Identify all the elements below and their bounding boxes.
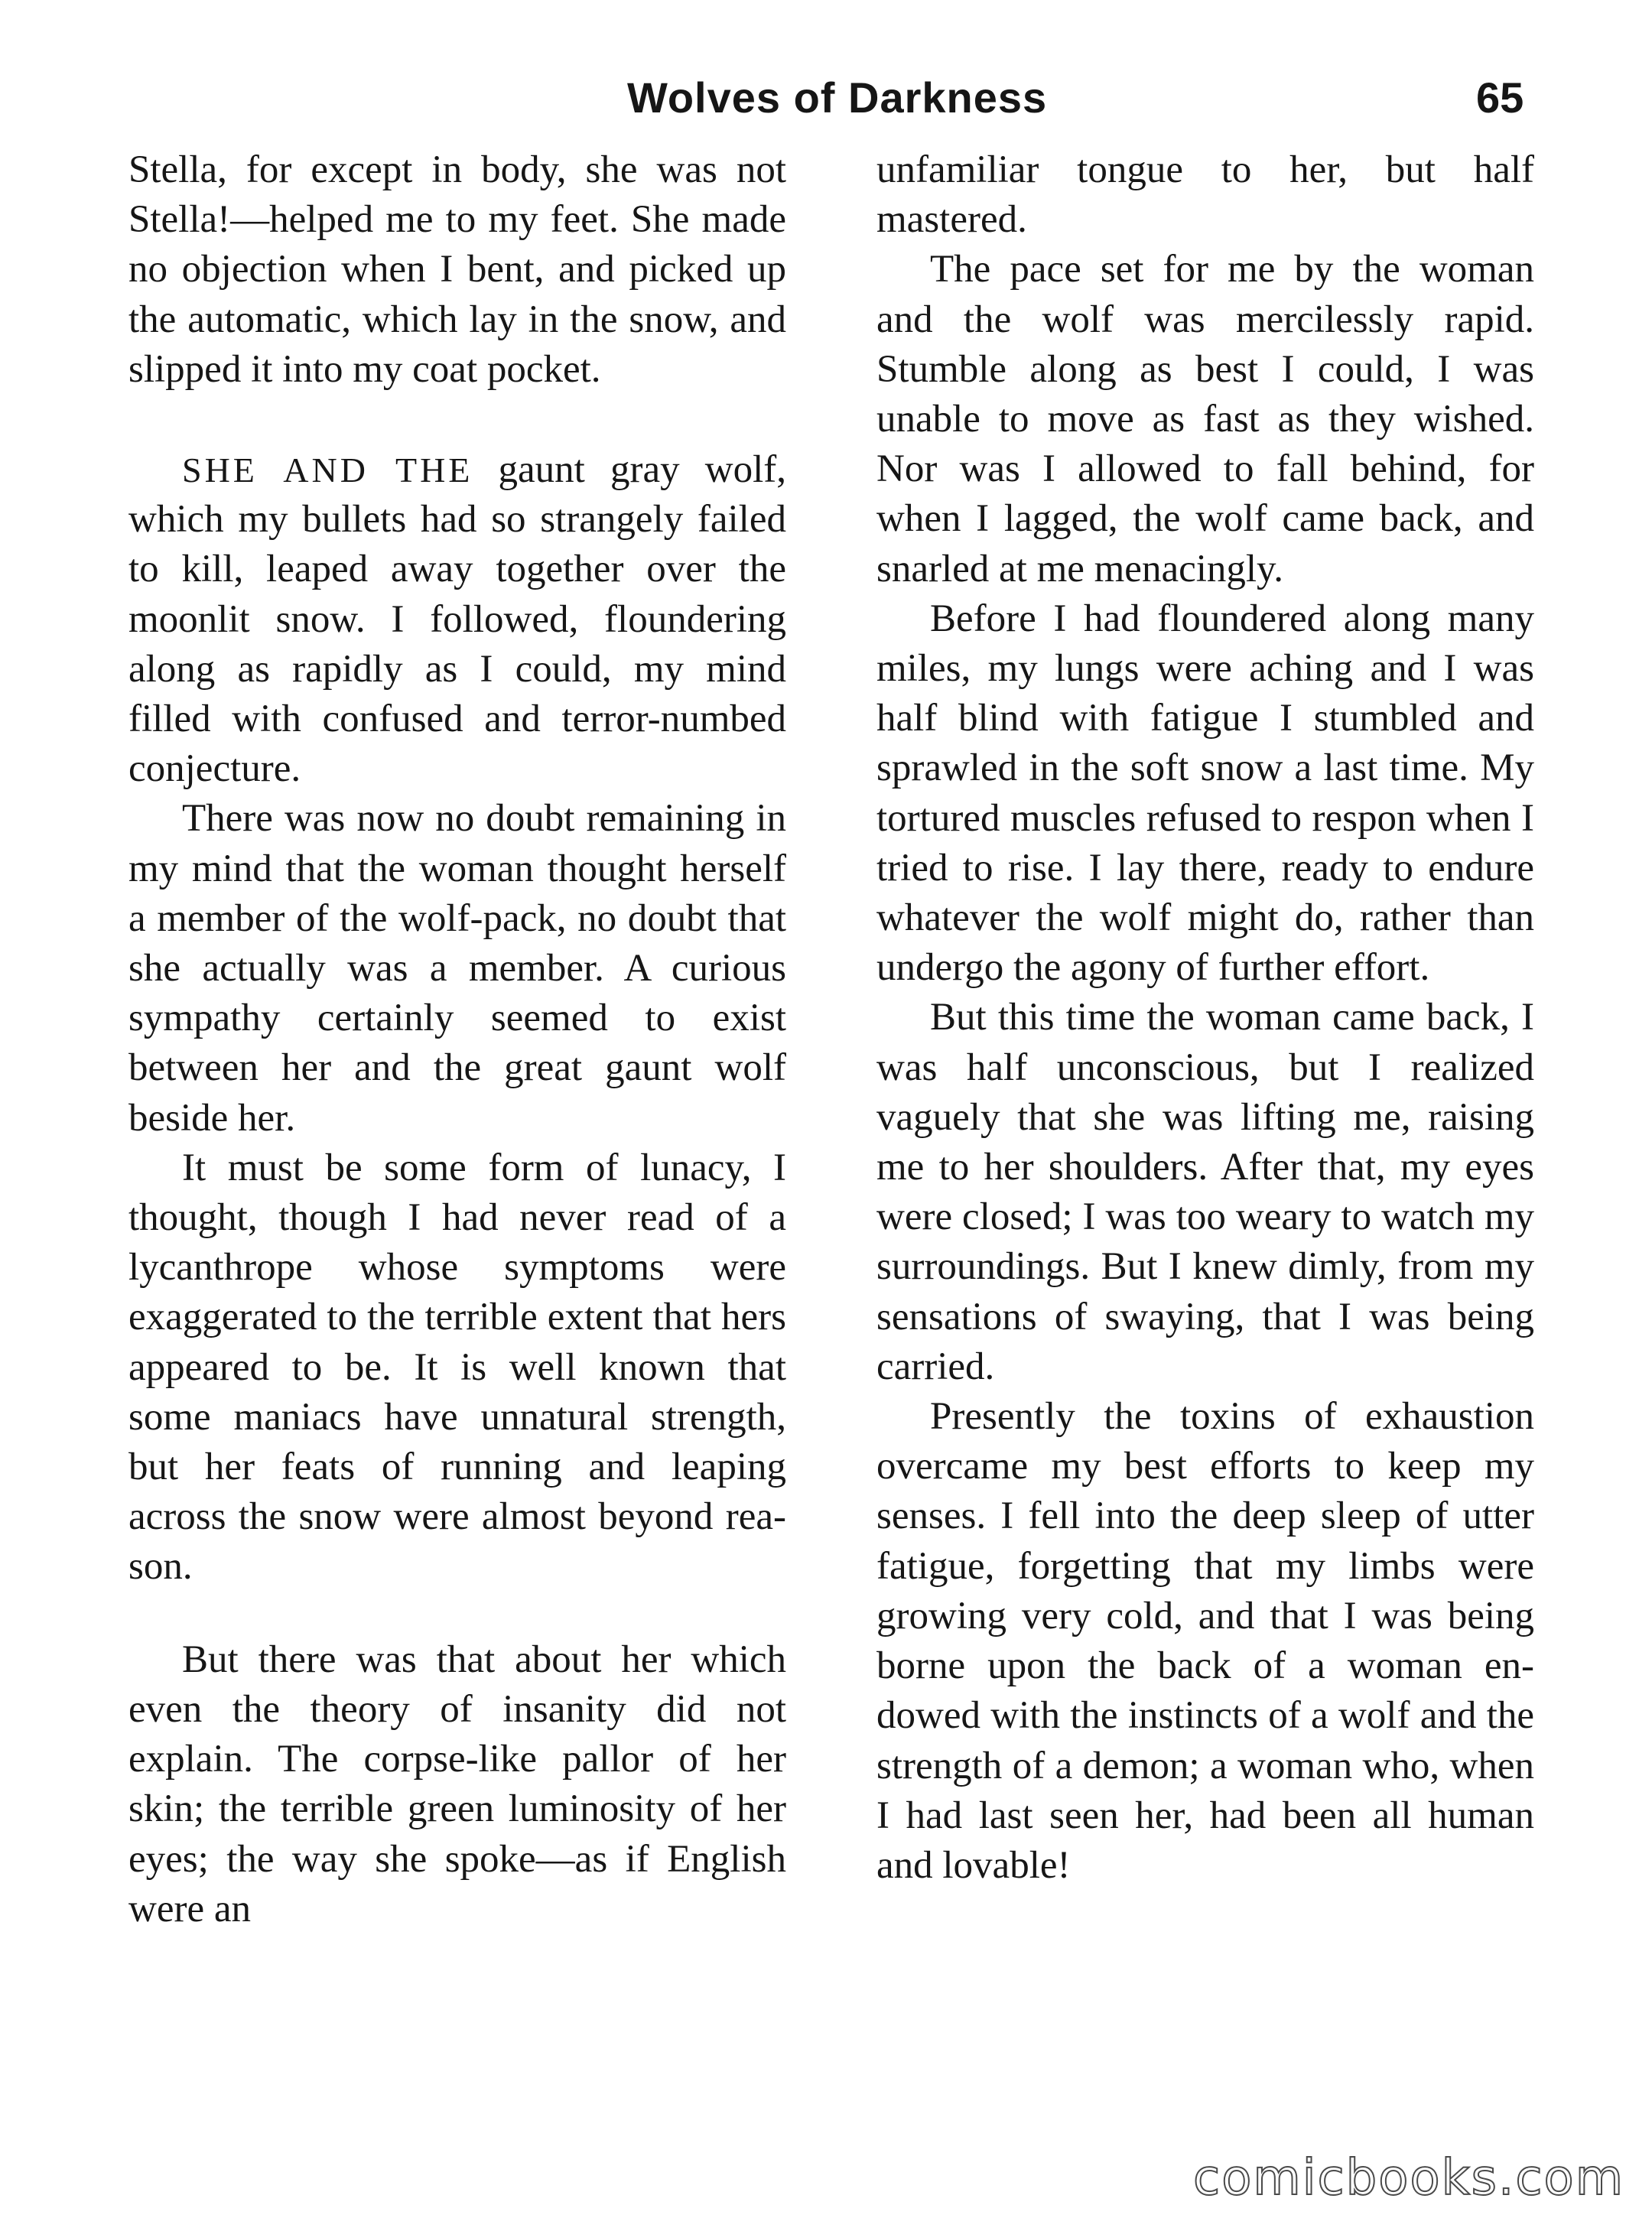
paragraph: Presently the toxins of exhaustion overcame my best efforts to keep my senses. I fell into the deep sleep of utter fatigue, forgetting that my limbs were growing very cold, and that I was being borne upon the back of a woman endowed with the instincts of a wolf and the strength of a demon; a woman who, when I had last seen her, had been all human and lovable! [876, 1395, 1534, 1887]
paragraph: Stella, for except in body, she was not Stella!—helped me to my feet. She made no objection when I bent, and picked up the automatic, which lay in the snow, and slipped it into my coat pocket. [128, 148, 786, 391]
left-column [128, 145, 786, 1934]
paragraph: The pace set for me by the woman and the wolf was mercilessly rapid. Stumble along as best I could, I was unable to move as fast as they wished. Nor was I allowed to fall behind, for when I lagged, the wolf came back, and snarled at me menacingly. [876, 248, 1534, 590]
page-number: 65 [1476, 73, 1524, 122]
paragraph: unfamiliar tongue to her, but half mastered. [876, 148, 1534, 242]
right-column [876, 145, 1534, 1891]
paragraph-text: gaunt gray wolf, which my bullets had so strangely failed to kill, leaped away together over the moonlit snow. I followed, floundering along as rapidly as I could, my mind filled with confused and terror-numbed conjecture. [128, 448, 786, 791]
page-header [0, 67, 1652, 128]
section-paragraph [128, 445, 786, 794]
paragraph: Before I had floundered along many miles, my lungs were aching and I was half blind with fatigue I stumbled and sprawled in the soft snow a last time. My tortured muscles refused to respon when I tried to rise. I lay there, ready to endure whatever the wolf might do, rather than undergo the agony of further effort. [876, 597, 1534, 990]
paragraph: But there was that about her which even the theory of insanity did not explain. The corpse-like pallor of her skin; the terrible green luminosity of her eyes; the way she spoke—as if English were an [128, 1637, 786, 1930]
paragraph: There was now no doubt remaining in my mind that the woman thought herself a member of the wolf-pack, no doubt that she actually was a member. A curious sympathy certainly seemed to exist between her and the great gaunt wolf beside her. [128, 797, 786, 1140]
watermark: comicbooks.com [1193, 2150, 1625, 2207]
paragraph: But this time the woman came back, I was half unconscious, but I realized vaguely that she was lifting me, raising me to her shoulders. After that, my eyes were closed; I was too weary to watch my surroundings. But I knew dimly, from my sensations of swaying, that I was being carried. [876, 996, 1534, 1388]
paragraph: It must be some form of lunacy, I thought, though I had never read of a lycanthrope whose symptoms were exaggerated to the terrible extent that hers appeared to be. It is well known that some maniacs have unnatural strength, but her feats of running and leaping across the snow were almost beyond reason. [128, 1146, 786, 1589]
running-title: Wolves of Darkness [627, 73, 1048, 122]
section-lead-in: SHE AND THE [182, 450, 473, 490]
